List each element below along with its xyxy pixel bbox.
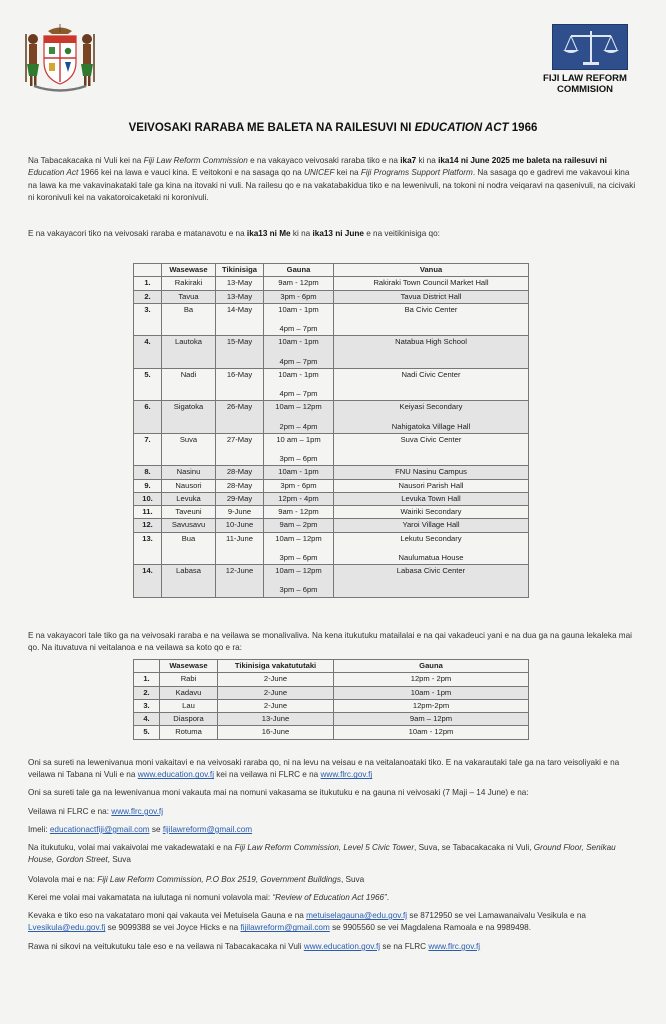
venue-cell-line: Yaroi Village Hall [402, 520, 460, 530]
district-cell: Rotuma [160, 726, 218, 739]
contact-paragraph: Kevaka e tiko eso na vakatataro moni qai vakauta vei Metuisela Gauna e na metuiselagauna@edu.gov.fj se 8712950 se vei Lamawanaivalu Vesikula e na Lvesikula@edu.gov.fj se 9099388 se vei Joyce Hicks e na fijilawreform@gmail.com se 9905560 se vei Magdalena Ramoala e na 9989498. [28, 911, 586, 933]
table-row [134, 492, 529, 505]
venue-cell [334, 466, 529, 479]
district-cell: Rabi [160, 673, 218, 686]
time-cell-line: 9am - 12pm [278, 507, 319, 516]
scales-of-justice-icon [553, 25, 629, 71]
district-cell: Nadi [162, 368, 216, 401]
date-cell: 16-May [216, 368, 264, 401]
website-line: Veilawa ni FLRC e na: www.flrc.gov.fj [28, 807, 164, 816]
submission-paragraph: Oni sa sureti tale ga na lewenivanua moni vakauta mai na nomuni vakasama se itukutuku e na gauna ni veivosaki (7 Maji – 14 June) e na: [28, 788, 529, 797]
email-line: Imeli: educationactfiji@gmail.com se fijilawreform@gmail.com [28, 825, 253, 834]
venue-cell-line: Wairiki Secondary [400, 507, 462, 516]
table-row [134, 713, 529, 726]
venue-cell [334, 479, 529, 492]
district-cell: Nasinu [162, 466, 216, 479]
date-cell: 2-June [218, 686, 334, 699]
district-cell: Labasa [162, 565, 216, 598]
date-cell: 2-June [218, 673, 334, 686]
venue-cell-line: Rakiraki Town Council Market Hall [373, 278, 489, 288]
table-row [134, 401, 529, 434]
row-number: 13. [134, 532, 162, 565]
time-cell-line: 10am - 1pm [278, 337, 319, 347]
table-row [134, 532, 529, 565]
venue-cell-line: Ba Civic Center [404, 304, 458, 314]
education-act-email-link[interactable]: educationactfiji@gmail.com [49, 825, 150, 834]
date-cell: 28-May [216, 479, 264, 492]
time-cell: 12pm - 2pm [334, 673, 529, 686]
venue-cell-line: Nausori Parish Hall [398, 480, 464, 490]
row-number: 6. [134, 401, 162, 434]
time-cell: 12pm-2pm [334, 699, 529, 712]
time-cell-line: 3pm – 6pm [279, 454, 318, 463]
online-schedule-table [133, 659, 529, 740]
column-header: Gauna [264, 264, 334, 277]
table-row [134, 699, 529, 712]
column-header: Wasewase [160, 660, 218, 673]
time-cell-line: 10am - 1pm [278, 304, 319, 314]
time-cell [264, 479, 334, 492]
time-cell-line: 3pm - 6pm [280, 480, 317, 490]
row-number: 11. [134, 506, 162, 519]
table-row [134, 336, 529, 369]
time-cell [264, 290, 334, 303]
date-cell: 27-May [216, 433, 264, 466]
date-cell: 28-May [216, 466, 264, 479]
intro-paragraph: Na Tabacakacaka ni Vuli kei na Fiji Law Reform Commission e na vakayaco veivosaki raraba tiko e na ika7 ki na ika14 ni June 2025 me baleta na railesuvi ni Education Act 1966 kei na lawa e vauci kina. E veitokoni e na sasaga qo na UNICEF kei na Fiji Programs Support Platform. Na sasaga qo e gadrevi me vakavoui kina na lawa ka me vakavinakataki tale ga kina na itovaki ni vuli. Na railesu qo e na vakatabakidua tiko e na lewenivuli, na tokoni ni nodra veiqaravi na qasenivuli, na cicivaki ni koronivuli kei na vakatoroicaketaki ni koronivuli. [28, 156, 636, 202]
page-title: VEIVOSAKI RARABA ME BALETA NA RAILESUVI NI EDUCATION ACT 1966 [128, 122, 538, 134]
venue-cell-line: Natabua High School [395, 337, 467, 347]
date-cell: 13-June [218, 713, 334, 726]
table-row [134, 303, 529, 336]
venue-cell-line: Naulumatua House [398, 552, 464, 562]
time-cell [264, 368, 334, 401]
time-cell-line: 9am – 2pm [279, 520, 318, 530]
row-number: 5. [134, 726, 160, 739]
flrc-website-link-3[interactable]: www.flrc.gov.fj [428, 942, 481, 951]
district-cell: Bua [162, 532, 216, 565]
venue-cell [334, 506, 529, 519]
date-cell: 14-May [216, 303, 264, 336]
time-cell-line: 9am - 12pm [278, 278, 319, 288]
column-header: Wasewase [162, 264, 216, 277]
row-number: 8. [134, 466, 162, 479]
table-row [134, 290, 529, 303]
district-cell: Suva [162, 433, 216, 466]
flrc-logo [552, 24, 628, 70]
column-header: Tikinisiga [216, 264, 264, 277]
time-cell-line: 4pm – 7pm [279, 324, 318, 333]
time-cell-line: 3pm – 6pm [279, 585, 318, 595]
column-header: Vanua [334, 264, 529, 277]
virtual-intro: E na vakayacori tale tiko ga na veivosaki raraba e na veilawa se monalivaliva. Na kena itukutuku matailalai e na qai vakadeuci yani e na dua ga na gauna lekaleka mai qo. Na ituvatuva ni veitalanoa e na veilawa sa koto qo e ra: [28, 631, 632, 653]
table-row [134, 277, 529, 290]
date-cell: 10-June [216, 519, 264, 532]
time-cell-line: 10am – 12pm [275, 402, 322, 412]
venue-cell-line: FNU Nasinu Campus [395, 467, 467, 477]
venue-cell [334, 492, 529, 505]
time-cell-line: 10am - 1pm [278, 369, 319, 379]
po-box-line: Volavola mai e na: Fiji Law Reform Commission, P.O Box 2519, Government Buildings, Suva [28, 875, 365, 884]
district-cell: Rakiraki [162, 277, 216, 290]
flrc-website-link-2[interactable]: www.flrc.gov.fj [111, 807, 164, 816]
district-cell: Diaspora [160, 713, 218, 726]
date-cell: 26-May [216, 401, 264, 434]
district-cell: Levuka [162, 492, 216, 505]
row-number: 4. [134, 713, 160, 726]
fiji-coat-of-arms-logo [22, 22, 98, 96]
venue-cell [334, 277, 529, 290]
time-cell [264, 565, 334, 598]
date-cell: 13-May [216, 290, 264, 303]
time-cell [264, 532, 334, 565]
row-number: 4. [134, 336, 162, 369]
time-cell [264, 303, 334, 336]
district-cell: Tavua [162, 290, 216, 303]
district-cell: Lautoka [162, 336, 216, 369]
venue-cell-line: Nadi Civic Center [401, 369, 461, 379]
flrc-website-link[interactable]: www.flrc.gov.fj [320, 770, 373, 780]
time-cell-line: 10am – 12pm [275, 566, 322, 575]
column-header: Gauna [334, 660, 529, 673]
time-cell-line: 12pm - 4pm [278, 493, 319, 503]
time-cell-line: 10 am – 1pm [276, 434, 321, 444]
gauna-email-link[interactable]: metuiselagauna@edu.gov.fj [306, 911, 408, 920]
time-cell [264, 506, 334, 519]
education-website-link[interactable]: www.education.gov.fj [137, 770, 215, 780]
venue-cell-line: Keiyasi Secondary [399, 402, 463, 412]
row-number: 7. [134, 433, 162, 466]
column-header [134, 264, 162, 277]
district-cell: Ba [162, 303, 216, 336]
venue-cell-line: Lekutu Secondary [400, 533, 462, 543]
schedule-intro: E na vakayacori tiko na veivosaki raraba e matanavotu e na ika13 ni Me ki na ika13 ni June e na veitikinisiga qo: [28, 229, 440, 238]
row-number: 12. [134, 519, 162, 532]
district-cell: Savusavu [162, 519, 216, 532]
table-row [134, 673, 529, 686]
venue-cell-line: Tavua District Hall [400, 291, 462, 301]
hicks-email-link[interactable]: fijilawreform@gmail.com [240, 923, 330, 933]
venue-cell [334, 368, 529, 401]
date-cell: 2-June [218, 699, 334, 712]
date-cell: 12-June [216, 565, 264, 598]
postal-delivery-paragraph: Na itukutuku, volai mai vakaivolai me vakadewataki e na Fiji Law Reform Commission, Level 5 Civic Tower, Suva, se Tabacakacaka ni Vuli, Ground Floor, Senikau House, Gordon Street, Suva [28, 843, 616, 865]
district-cell: Lau [160, 699, 218, 712]
time-cell [264, 466, 334, 479]
time-cell [264, 401, 334, 434]
time-cell-line: 3pm – 6pm [279, 552, 318, 562]
table-row [134, 686, 529, 699]
venue-cell [334, 303, 529, 336]
date-cell: 13-May [216, 277, 264, 290]
time-cell: 10am - 1pm [334, 686, 529, 699]
table-row [134, 726, 529, 739]
venue-cell [334, 519, 529, 532]
time-cell-line: 10am - 1pm [278, 467, 319, 477]
venue-cell-line: Levuka Town Hall [401, 493, 461, 503]
row-number: 9. [134, 479, 162, 492]
fiji-law-reform-email-link[interactable]: fijilawreform@gmail.com [162, 825, 253, 834]
time-cell: 10am - 12pm [334, 726, 529, 739]
time-cell [264, 336, 334, 369]
district-cell: Sigatoka [162, 401, 216, 434]
time-cell-line: 4pm – 7pm [279, 389, 318, 398]
column-header [134, 660, 160, 673]
time-cell-line: 4pm – 7pm [279, 356, 318, 366]
time-cell: 9am – 12pm [334, 713, 529, 726]
district-cell: Taveuni [162, 506, 216, 519]
row-number: 5. [134, 368, 162, 401]
org-name-line2: COMMISION [557, 83, 613, 95]
table-row [134, 506, 529, 519]
in-person-schedule-table [133, 263, 529, 598]
table-row [134, 433, 529, 466]
venue-cell-line: Labasa Civic Center [396, 566, 466, 575]
table-row [134, 368, 529, 401]
row-number: 3. [134, 303, 162, 336]
venue-cell-line: Nahigatoka Village Hall [391, 421, 471, 431]
row-number: 14. [134, 565, 162, 598]
venue-cell-line: Suva Civic Center [400, 434, 462, 444]
district-cell: Kadavu [160, 686, 218, 699]
org-name-line1: FIJI LAW REFORM [543, 73, 627, 84]
date-cell: 16-June [218, 726, 334, 739]
date-cell: 29-May [216, 492, 264, 505]
row-number: 1. [134, 673, 160, 686]
venue-cell [334, 565, 529, 598]
time-cell-line: 2pm – 4pm [279, 421, 318, 431]
column-header: Tikinisiga vakatututaki [218, 660, 334, 673]
time-cell [264, 492, 334, 505]
row-number: 1. [134, 277, 162, 290]
date-cell: 9-June [216, 506, 264, 519]
invite-paragraph: Oni sa sureti na lewenivanua moni vakaitavi e na veivosaki raraba qo, ni na levu na veisau e na veitalanoataki tiko. E na vakarautaki tale ga na taro veisoliyaki e na veilawa ni Tabana ni Vuli e na www.education.gov.fj kei na veilawa ni FLRC e na www.flrc.gov.fj [28, 758, 620, 780]
row-number: 10. [134, 492, 162, 505]
venue-cell [334, 290, 529, 303]
date-cell: 15-May [216, 336, 264, 369]
more-info-line: Rawa ni sikovi na veitukutuku tale eso e na veilawa ni Tabacakacaka ni Vuli www.education.gov.fj se na FLRC www.flrc.gov.fj [28, 942, 481, 951]
time-cell [264, 277, 334, 290]
vesikula-email-link[interactable]: Lvesikula@edu.gov.fj [28, 923, 106, 933]
table-row [134, 565, 529, 598]
subject-line: Kerei me volai mai vakamatata na iulutaga ni nomuni volavola mai: “Review of Education Act 1966”. [28, 893, 390, 902]
time-cell [264, 519, 334, 532]
time-cell [264, 433, 334, 466]
education-website-link-2[interactable]: www.education.gov.fj [303, 942, 381, 951]
table-row [134, 466, 529, 479]
table-row [134, 519, 529, 532]
date-cell: 11-June [216, 532, 264, 565]
time-cell-line: 3pm - 6pm [280, 291, 317, 301]
row-number: 3. [134, 699, 160, 712]
time-cell-line: 10am – 12pm [275, 533, 322, 543]
venue-cell [334, 401, 529, 434]
venue-cell [334, 532, 529, 565]
flrc-name [520, 74, 650, 96]
venue-cell [334, 433, 529, 466]
table-row [134, 479, 529, 492]
row-number: 2. [134, 686, 160, 699]
venue-cell [334, 336, 529, 369]
row-number: 2. [134, 290, 162, 303]
district-cell: Nausori [162, 479, 216, 492]
